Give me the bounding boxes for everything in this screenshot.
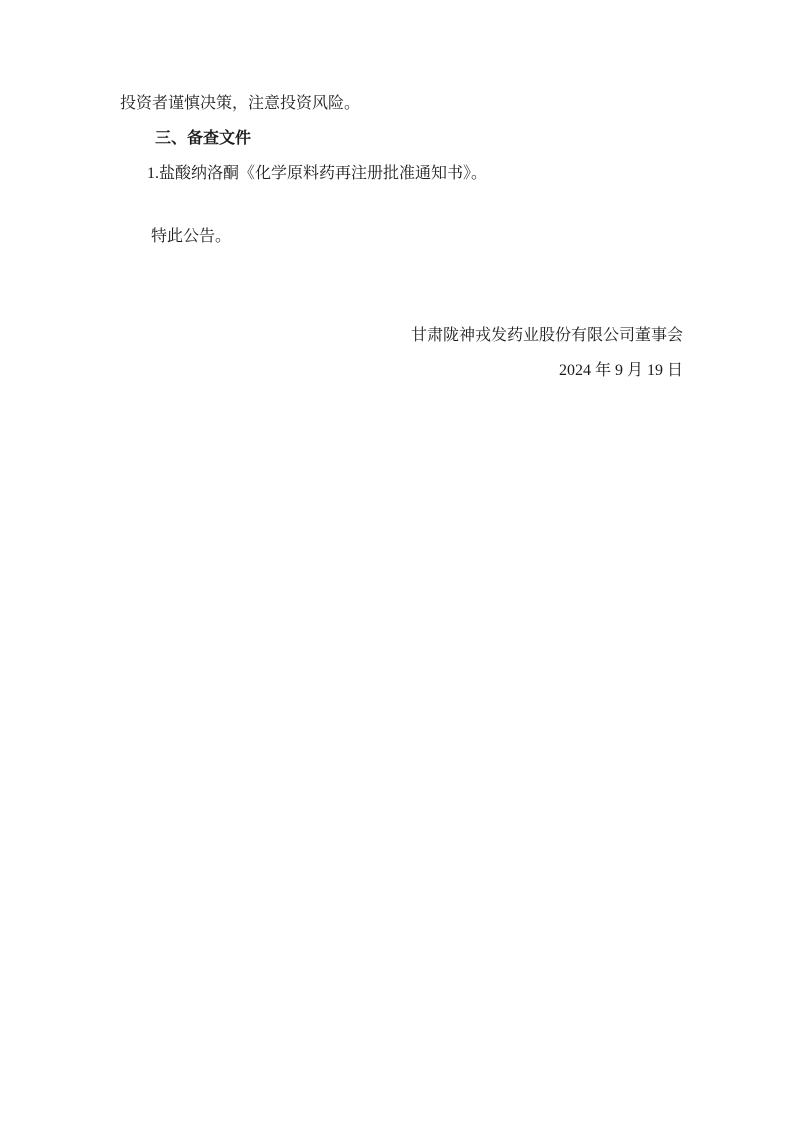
reference-document-item: 1.盐酸纳洛酮《化学原料药再注册批准通知书》。 [147, 165, 488, 182]
document-content [120, 86, 683, 388]
signature-company-name: 甘肃陇神戎发药业股份有限公司董事会 [410, 327, 683, 344]
section-heading-reference-documents: 三、备查文件 [155, 130, 252, 147]
closing-statement: 特此公告。 [151, 228, 232, 245]
signature-date: 2024 年 9 月 19 日 [558, 362, 683, 379]
risk-warning-text: 投资者谨慎决策，注意投资风险。 [120, 95, 361, 112]
